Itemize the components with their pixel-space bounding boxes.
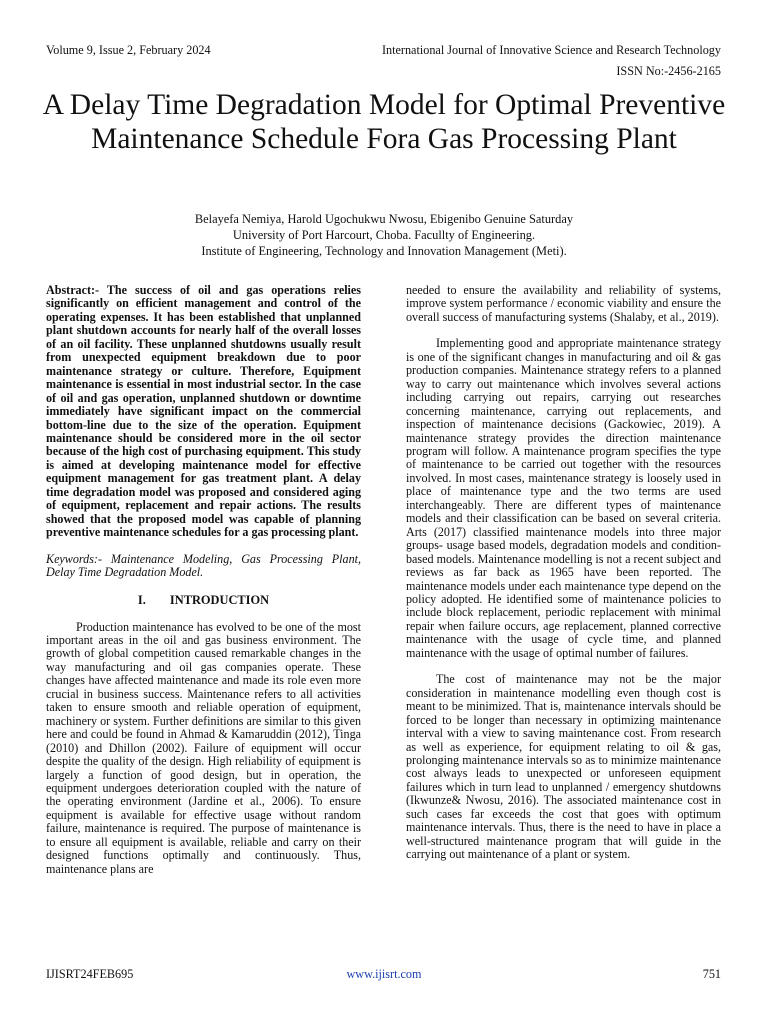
left-column xyxy=(46,284,361,876)
university-affiliation: University of Port Harcourt, Choba. Facullty of Engineering. xyxy=(232,228,536,242)
body-paragraph-maintenance-strategy: Implementing good and appropriate maintenance strategy is one of the significant changes in manufacturing and oil & gas production companies. Maintenance strategy refers to a planned way to carry out maintenance which involves several actions including carrying out repairs, carrying out researches concerning maintenance, carrying out replacements, and inspection of maintenance decisions (Gackowiec, 2019). A maintenance strategy provides the direction maintenance program will follow. A maintenance program specifies the type of maintenance to be carried out together with the resources involved. In most cases, maintenance strategy is loosely used in place of maintenance type and the two terms are used interchangeably. There are different types of maintenance models and their classification can be based on several criteria. Arts (2017) classified maintenance models into three major groups- usage based models, degradation models and condition-based models. Maintenance modelling is not a recent subject and reviews as far back as 1965 have been reported. The maintenance models under each maintenance type depend on the policy adopted. He identified some of maintenance policies to include block replacement, periodic replacement with minimal repair when failure occurs, age replacement, planned corrective maintenance with the usage of cycle time, and planned maintenance with the usage of optimal number of failures. xyxy=(406,336,721,660)
introduction-heading xyxy=(46,593,361,607)
paper-id-footer: IJISRT24FEB695 xyxy=(46,967,134,981)
section-title: INTRODUCTION xyxy=(169,592,270,607)
institute-affiliation: Institute of Engineering, Technology and Innovation Management (Meti). xyxy=(201,244,567,258)
section-number: I. xyxy=(137,592,146,607)
website-link[interactable]: www.ijisrt.com xyxy=(346,967,422,981)
journal-name-header: International Journal of Innovative Science and Research Technology xyxy=(381,43,721,57)
page-number: 751 xyxy=(702,967,721,981)
author-list: Belayefa Nemiya, Harold Ugochukwu Nwosu, Ebigenibo Genuine Saturday xyxy=(194,212,574,226)
body-paragraph-maintenance-cost: The cost of maintenance may not be the major consideration in maintenance modelling even though cost is meant to be minimized. That is, maintenance intervals should be forced to be longer than necessary in optimizing maintenance interval with a view to saving maintenance cost. From research as well as experience, for equipment relating to oil & gas, prolonging maintenance intervals so as to minimize maintenance cost always leads to unexpected or unforeseen equipment failures which in turn lead to unplanned / emergency shutdowns (Ikwunze& Nwosu, 2016). The associated maintenance cost in such cases far exceeds the cost that goes with optimum maintenance intervals. Thus, there is the need to have in place a well-structured maintenance program that will guide in the carrying out maintenance of a plant or system. xyxy=(406,672,721,862)
keywords-paragraph: Keywords:- Maintenance Modeling, Gas Processing Plant, Delay Time Degradation Model. xyxy=(46,551,361,580)
volume-issue-header: Volume 9, Issue 2, February 2024 xyxy=(46,43,211,57)
abstract-paragraph: Abstract:- The success of oil and gas operations relies significantly on efficient management and control of the operating expenses. It has been established that unplanned plant shutdown accounts for nearly half of the overall losses of an oil facility. These unplanned shutdowns usually result from unexpected equipment breakdown due to poor maintenance strategy or culture. Therefore, Equipment maintenance is essential in most industrial sector. In the case of oil and gas operation, unplanned shutdown or downtime immediately have significant impact on the commercial bottom-line due to the size of the operation. Equipment maintenance should be considered more in the oil sector because of the high cost of purchasing equipment. This study is aimed at developing maintenance model for effective equipment management for gas treatment plant. A delay time degradation model was proposed and considered aging of equipment, replacement and repair actions. The results showed that the proposed model was capable of planning preventive maintenance schedules for a gas processing plant. xyxy=(46,283,361,540)
right-column xyxy=(406,284,721,862)
paper-title: A Delay Time Degradation Model for Optimal Preventive Maintenance Schedule Fora Gas Processing Plant xyxy=(42,89,726,155)
introduction-paragraph: Production maintenance has evolved to be one of the most important areas in the oil and gas business environment. The growth of global competition caused remarkable changes in the way manufacturing and oil gas companies operate. These changes have affected maintenance and made its role even more crucial in business success. Maintenance refers to all activities taken to ensure smooth and reliable operation of equipment, machinery or system. Further definitions are similar to this given here and could be found in Ahmad & Kamaruddin (2012), Tinga (2010) and Dhillon (2002). Failure of equipment will occur despite the quality of the design. High reliability of equipment is largely a function of good design, but in operation, the equipment undergoes deterioration coupled with the nature of the operating environment (Jardine et al., 2006). To ensure equipment is available for effective usage without random failure, maintenance is required. The purpose of maintenance is to ensure all equipment is available, reliable and carry on their designed functions optimally and continuously. Thus, maintenance plans are xyxy=(46,619,361,876)
issn-number: ISSN No:-2456-2165 xyxy=(616,64,721,78)
body-paragraph-continuation: needed to ensure the availability and reliability of systems, improve system performance / economic viability and ensure the overall success of manufacturing systems (Shalaby, et al., 2019). xyxy=(406,283,721,324)
